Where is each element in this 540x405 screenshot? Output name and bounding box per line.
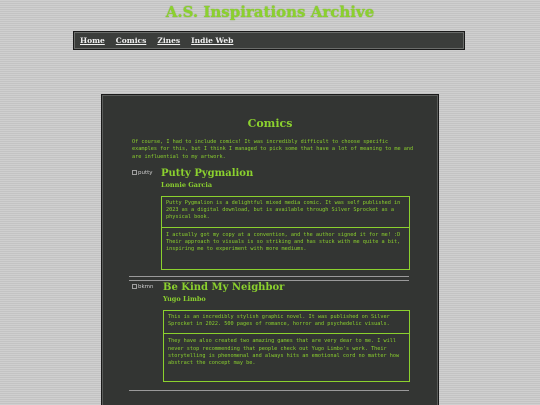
entry-paragraph: Putty Pygmalion is a delightful mixed media comic. It was self published in 2023 as a digital download, but is available through Silver Sprocket as a physical book.	[166, 200, 401, 221]
nav-link-home[interactable]: Home	[80, 36, 105, 45]
entry-image-bkmn	[132, 284, 154, 290]
entry-paragraph: I actually got my copy at a convention, and the author signed it for me! :D Their approach to visuals is so striking and has stuck with me quite a bit, inspiring me to experiment with more mediums.	[166, 231, 401, 253]
entry-divider	[129, 390, 409, 391]
nav-link-indie-web[interactable]: Indie Web	[191, 36, 234, 45]
intro-text: Of course, I had to include comics! It was incredibly difficult to choose specific examples for this, but I think I managed to pick some that have a lot of meaning to me and are influential to my artwork.	[132, 139, 414, 160]
entry-description	[161, 196, 410, 270]
divider	[162, 227, 409, 228]
broken-image-icon	[132, 170, 137, 175]
entry-paragraph: This is an incredibly stylish graphic novel. It was published on Silver Sprocket in 2022. 500 pages of romance, horror and psychedelic visuals.	[168, 314, 390, 328]
divider	[164, 333, 409, 334]
entry-divider	[129, 276, 409, 277]
entry-paragraph: They have also created two amazing games that are very dear to me. I will never stop recommending that people check out Yugo Limbo's work. Their storytelling is phenomenal and always hits an emotional cord no matter how abstract the concept may be.	[168, 338, 400, 367]
entry-description	[163, 310, 410, 382]
entry-divider	[129, 280, 409, 281]
entry-author: Lonnie Garcia	[161, 181, 213, 189]
top-nav	[73, 31, 465, 50]
entry-title: Be Kind My Neighbor	[163, 282, 285, 293]
entry-title: Putty Pygmalion	[161, 168, 254, 179]
broken-image-icon	[132, 284, 137, 289]
nav-link-zines[interactable]: Zines	[157, 36, 181, 45]
nav-link-comics[interactable]: Comics	[115, 36, 147, 45]
section-heading: Comics	[247, 117, 293, 130]
entry-image-putty	[132, 170, 153, 176]
entry-image-alt: putty	[138, 170, 153, 176]
entry-author: Yugo Limbo	[163, 295, 206, 303]
content-panel	[101, 94, 439, 405]
entry-image-alt: bkmn	[138, 284, 154, 290]
site-title: A.S. Inspirations Archive	[165, 3, 375, 21]
